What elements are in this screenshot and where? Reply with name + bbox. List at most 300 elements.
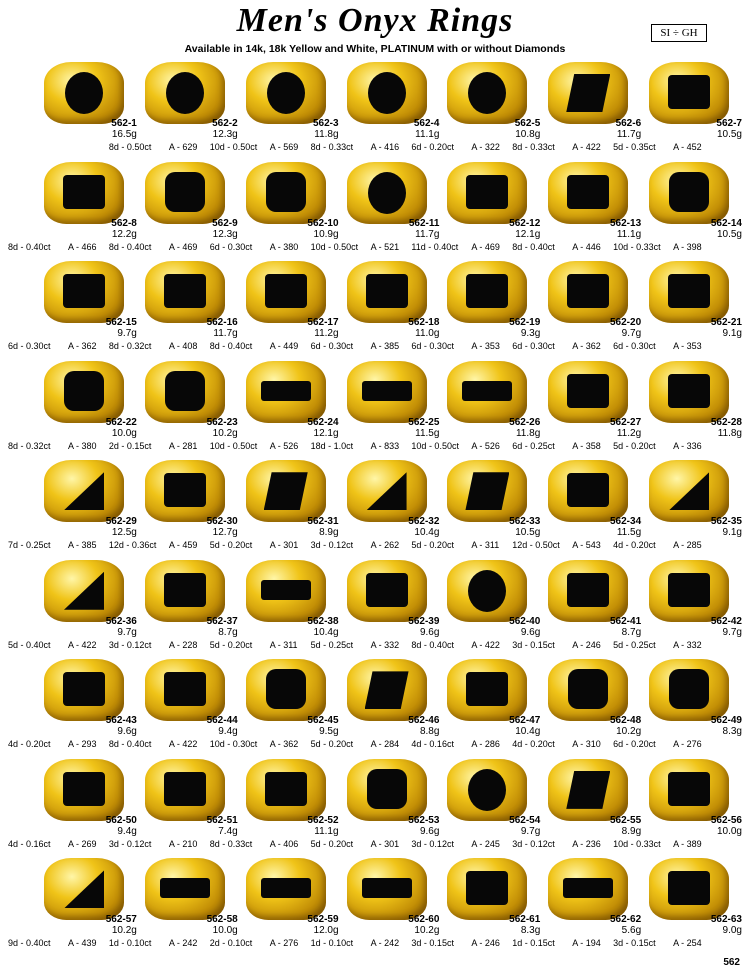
ring-diamonds: 3d - 0.15ct	[613, 938, 656, 949]
onyx-stone	[368, 72, 406, 114]
ring-diamonds: 2d - 0.10ct	[209, 938, 253, 949]
ring-image	[145, 560, 225, 622]
ring-price: A - 569	[269, 142, 299, 152]
ring-weight: 11.0g	[415, 328, 440, 340]
ring-image	[145, 261, 225, 323]
ring-price: A - 416	[370, 142, 400, 152]
ring-code: 562-44	[206, 715, 238, 727]
ring-image	[649, 659, 729, 721]
ring-image	[145, 460, 225, 522]
ring-weight: 12.0g	[313, 925, 339, 937]
ring-weight: 9.3g	[520, 328, 541, 340]
onyx-stone	[466, 175, 508, 209]
ring-weight: 9.4g	[117, 825, 137, 837]
onyx-stone	[567, 274, 609, 308]
ring-diamonds: 7d - 0.25ct	[8, 540, 51, 551]
onyx-stone	[366, 573, 408, 607]
onyx-stone	[468, 769, 506, 811]
ring-weight: 11.2g	[314, 328, 339, 340]
ring-diamonds: 10d - 0.50ct	[310, 241, 359, 252]
onyx-stone	[668, 871, 710, 905]
onyx-stone	[669, 669, 709, 709]
ring-diamonds: 6d - 0.30ct	[8, 341, 51, 352]
onyx-stone	[466, 871, 508, 905]
ring-code: 562-56	[710, 814, 742, 826]
onyx-stone	[368, 172, 406, 214]
ring-code: 562-8	[111, 217, 137, 229]
ring-diamonds: 5d - 0.20ct	[209, 639, 253, 650]
ring-price: A - 452	[673, 142, 702, 152]
ring-weight: 8.3g	[722, 726, 742, 738]
ring-image	[548, 261, 628, 323]
onyx-stone	[165, 172, 205, 212]
onyx-stone	[668, 75, 710, 109]
ring-price: A - 353	[471, 341, 500, 352]
ring-diamonds: 8d - 0.32ct	[8, 440, 51, 451]
onyx-stone	[563, 878, 613, 898]
onyx-stone	[267, 72, 305, 114]
ring-price: A - 833	[370, 440, 400, 451]
ring-image	[347, 659, 427, 721]
ring-image	[246, 858, 326, 920]
onyx-stone	[63, 274, 105, 308]
ring-diamonds: 6d - 0.30ct	[209, 241, 253, 252]
onyx-stone	[164, 573, 206, 607]
ring-code: 562-30	[206, 516, 238, 528]
ring-weight: 8.7g	[621, 626, 642, 638]
ring-weight: 11.1g	[415, 129, 440, 140]
ring-weight: 9.4g	[218, 726, 238, 738]
ring-code: 562-14	[710, 217, 742, 229]
onyx-stone	[365, 671, 409, 709]
ring-diamonds: 6d - 0.30ct	[512, 341, 555, 352]
ring-diamonds: 11d - 0.40ct	[411, 241, 459, 252]
ring-weight: 10.4g	[313, 626, 339, 638]
ring-code: 562-51	[206, 814, 238, 826]
ring-weight: 11.7g	[415, 228, 440, 240]
ring-weight: 11.2g	[616, 427, 642, 439]
ring-diamonds: 10d - 0.33ct	[613, 838, 661, 849]
ring-code: 562-12	[509, 217, 541, 229]
ring-weight: 11.8g	[515, 427, 541, 439]
ring-diamonds: 5d - 0.20ct	[310, 739, 354, 750]
ring-image	[649, 759, 729, 821]
ring-image	[347, 858, 427, 920]
ring-code: 562-52	[307, 814, 339, 826]
ring-code: 562-42	[710, 615, 742, 627]
onyx-stone	[568, 669, 608, 709]
onyx-stone	[668, 274, 710, 308]
ring-weight: 11.8g	[717, 427, 742, 439]
onyx-stone	[164, 274, 206, 308]
ring-price: A - 332	[673, 639, 702, 650]
ring-price: A - 380	[68, 440, 97, 451]
onyx-stone	[63, 772, 105, 806]
ring-image	[447, 560, 527, 622]
ring-diamonds: 8d - 0.32ct	[108, 341, 152, 352]
ring-price: A - 285	[673, 540, 702, 551]
ring-price: A - 389	[673, 838, 702, 849]
ring-image	[246, 759, 326, 821]
ring-weight: 9.6g	[117, 726, 137, 738]
ring-code: 562-16	[206, 317, 238, 329]
ring-image	[347, 162, 427, 224]
ring-price: A - 228	[168, 639, 198, 650]
ring-code: 562-58	[206, 914, 238, 926]
ring-weight: 10.0g	[716, 825, 742, 837]
onyx-stone	[466, 274, 508, 308]
onyx-stone	[668, 772, 710, 806]
onyx-stone	[164, 772, 206, 806]
ring-code: 562-10	[307, 217, 339, 229]
ring-code: 562-15	[105, 317, 137, 329]
ring-code: 562-19	[509, 317, 541, 329]
ring-diamonds: 6d - 0.30ct	[613, 341, 656, 352]
ring-weight: 10.5g	[515, 527, 541, 539]
ring-price: A - 459	[168, 540, 198, 551]
onyx-stone	[65, 72, 103, 114]
ring-diamonds: 8d - 0.40ct	[108, 739, 152, 750]
ring-price: A - 422	[168, 739, 198, 750]
ring-image	[145, 162, 225, 224]
ring-code: 562-46	[408, 715, 440, 727]
ring-code: 562-11	[408, 217, 440, 229]
ring-code: 562-48	[610, 715, 642, 727]
ring-image	[447, 460, 527, 522]
ring-weight: 12.7g	[212, 527, 238, 539]
ring-image	[548, 659, 628, 721]
ring-price: A - 242	[168, 938, 198, 949]
ring-image	[548, 460, 628, 522]
ring-image	[246, 460, 326, 522]
ring-diamonds: 5d - 0.20ct	[209, 540, 253, 551]
ring-image	[649, 162, 729, 224]
ring-code: 562-60	[408, 914, 440, 926]
ring-code: 562-54	[509, 814, 541, 826]
onyx-stone	[566, 771, 610, 809]
ring-image	[447, 62, 527, 124]
ring-price: A - 310	[572, 739, 601, 750]
ring-weight: 10.2g	[616, 726, 642, 738]
ring-diamonds: 6d - 0.20ct	[411, 142, 454, 152]
ring-code: 562-37	[206, 615, 238, 627]
ring-price: A - 276	[673, 739, 702, 750]
ring-image	[347, 560, 427, 622]
ring-weight: 12.1g	[515, 228, 541, 240]
onyx-stone	[367, 769, 407, 809]
onyx-stone	[466, 672, 508, 706]
onyx-stone	[567, 374, 609, 408]
ring-code: 562-7	[716, 118, 742, 129]
ring-price: A - 408	[168, 341, 198, 352]
ring-code: 562-62	[610, 914, 642, 926]
ring-code: 562-3	[312, 118, 339, 129]
ring-price: A - 194	[572, 938, 601, 949]
ring-code: 562-43	[105, 715, 137, 727]
ring-image	[44, 460, 124, 522]
ring-weight: 9.7g	[621, 328, 642, 340]
ring-weight: 10.4g	[515, 726, 541, 738]
ring-weight: 10.2g	[414, 925, 440, 937]
ring-image	[44, 162, 124, 224]
onyx-stone	[567, 175, 609, 209]
ring-image	[44, 261, 124, 323]
onyx-stone	[668, 573, 710, 607]
ring-code: 562-5	[514, 118, 541, 129]
ring-code: 562-21	[710, 317, 742, 329]
ring-weight: 11.8g	[314, 129, 339, 140]
onyx-stone	[64, 371, 104, 411]
ring-code: 562-39	[408, 615, 440, 627]
ring-image	[447, 858, 527, 920]
ring-diamonds: 6d - 0.30ct	[310, 341, 354, 352]
ring-diamonds: 10d - 0.50ct	[411, 440, 459, 451]
onyx-stone	[465, 472, 509, 510]
ring-price: A - 311	[471, 540, 500, 551]
ring-image	[145, 659, 225, 721]
ring-price: A - 293	[68, 739, 97, 750]
ring-image	[246, 361, 326, 423]
ring-price: A - 362	[68, 341, 97, 352]
ring-price: A - 385	[68, 540, 97, 551]
ring-weight: 11.1g	[616, 228, 642, 240]
ring-code: 562-1	[111, 118, 137, 129]
ring-image	[246, 162, 326, 224]
ring-image	[145, 62, 225, 124]
ring-weight: 11.5g	[415, 427, 440, 439]
ring-code: 562-31	[307, 516, 339, 528]
ring-weight: 12.5g	[111, 527, 137, 539]
ring-code: 562-49	[710, 715, 742, 727]
ring-weight: 10.2g	[212, 427, 238, 439]
ring-diamonds: 6d - 0.20ct	[613, 739, 656, 750]
ring-diamonds: 5d - 0.25ct	[613, 639, 656, 650]
ring-code: 562-17	[307, 317, 339, 329]
ring-price: A - 422	[471, 639, 500, 650]
ring-weight: 12.1g	[313, 427, 339, 439]
ring-diamonds: 8d - 0.40ct	[8, 241, 51, 252]
ring-diamonds: 12d - 0.36ct	[108, 540, 157, 551]
ring-image	[447, 759, 527, 821]
ring-weight: 9.5g	[319, 726, 339, 738]
ring-image	[347, 62, 427, 124]
ring-diamonds: 3d - 0.12ct	[512, 838, 555, 849]
ring-diamonds: 8d - 0.33ct	[310, 142, 354, 152]
ring-code: 562-57	[105, 914, 137, 926]
ring-weight: 10.9g	[313, 228, 339, 240]
ring-diamonds: 10d - 0.30ct	[209, 739, 258, 750]
ring-price: A - 276	[269, 938, 299, 949]
ring-code: 562-26	[509, 416, 541, 428]
ring-code: 562-29	[105, 516, 137, 528]
ring-code: 562-28	[710, 416, 742, 428]
ring-weight: 10.0g	[212, 925, 238, 937]
ring-weight: 8.9g	[319, 527, 339, 539]
ring-image	[145, 759, 225, 821]
ring-diamonds: 3d - 0.15ct	[411, 938, 454, 949]
ring-price: A - 286	[471, 739, 500, 750]
ring-price: A - 362	[269, 739, 299, 750]
ring-diamonds: 18d - 1.0ct	[310, 440, 354, 451]
ring-weight: 9.1g	[722, 527, 742, 539]
onyx-stone	[265, 274, 307, 308]
ring-diamonds: 6d - 0.30ct	[411, 341, 454, 352]
ring-diamonds: 5d - 0.40ct	[8, 639, 51, 650]
ring-weight: 9.1g	[722, 328, 742, 340]
ring-code: 562-61	[509, 914, 541, 926]
ring-code: 562-18	[408, 317, 440, 329]
ring-weight: 9.7g	[117, 626, 137, 638]
ring-code: 562-33	[509, 516, 541, 528]
ring-price: A - 521	[370, 241, 400, 252]
onyx-stone	[567, 473, 609, 507]
ring-code: 562-38	[307, 615, 339, 627]
ring-code: 562-13	[610, 217, 642, 229]
ring-weight: 9.6g	[419, 825, 440, 837]
onyx-stone	[468, 570, 506, 612]
ring-weight: 11.5g	[616, 527, 642, 539]
ring-price: A - 449	[269, 341, 299, 352]
ring-diamonds: 10d - 0.50ct	[209, 142, 258, 152]
onyx-stone	[164, 473, 206, 507]
ring-price: A - 543	[572, 540, 601, 551]
onyx-stone	[64, 870, 104, 908]
ring-price: A - 236	[572, 838, 601, 849]
ring-diamonds: 5d - 0.25ct	[310, 639, 354, 650]
ring-image	[347, 759, 427, 821]
ring-code: 562-20	[610, 317, 642, 329]
ring-diamonds: 5d - 0.20ct	[310, 838, 354, 849]
ring-image	[548, 560, 628, 622]
ring-code: 562-6	[615, 118, 642, 129]
ring-price: A - 526	[269, 440, 299, 451]
onyx-stone	[362, 381, 412, 401]
ring-price: A - 446	[572, 241, 601, 252]
ring-price: A - 284	[370, 739, 400, 750]
onyx-stone	[64, 472, 104, 510]
ring-price: A - 406	[269, 838, 299, 849]
ring-price: A - 336	[673, 440, 702, 451]
ring-diamonds: 8d - 0.40ct	[209, 341, 253, 352]
ring-weight: 12.3g	[212, 129, 238, 140]
ring-diamonds: 3d - 0.12ct	[411, 838, 454, 849]
ring-code: 562-34	[610, 516, 642, 528]
ring-diamonds: 3d - 0.15ct	[512, 639, 555, 650]
ring-image	[347, 261, 427, 323]
ring-image	[44, 858, 124, 920]
ring-weight: 10.2g	[111, 925, 137, 937]
ring-code: 562-35	[710, 516, 742, 528]
ring-code: 562-27	[610, 416, 642, 428]
ring-price: A - 629	[168, 142, 198, 152]
ring-code: 562-2	[212, 118, 238, 129]
onyx-stone	[160, 878, 210, 898]
ring-image	[447, 361, 527, 423]
page-number: 562	[723, 957, 740, 968]
ring-weight: 10.5g	[716, 129, 742, 140]
onyx-stone	[166, 72, 204, 114]
onyx-stone	[265, 772, 307, 806]
ring-price: A - 469	[471, 241, 500, 252]
ring-weight: 10.5g	[716, 228, 742, 240]
onyx-stone	[63, 672, 105, 706]
ring-image	[44, 759, 124, 821]
ring-image	[246, 62, 326, 124]
ring-code: 562-32	[408, 516, 440, 528]
ring-price: A - 380	[269, 241, 299, 252]
onyx-stone	[64, 572, 104, 610]
ring-price: A - 422	[572, 142, 601, 152]
ring-diamonds: 8d - 0.40ct	[411, 639, 454, 650]
ring-weight: 10.0g	[111, 427, 137, 439]
ring-code: 562-36	[105, 615, 137, 627]
ring-image	[145, 361, 225, 423]
ring-price: A - 353	[673, 341, 702, 352]
ring-code: 562-45	[307, 715, 339, 727]
ring-image	[649, 560, 729, 622]
ring-weight: 9.7g	[520, 825, 541, 837]
ring-diamonds: 4d - 0.20ct	[512, 739, 555, 750]
ring-price: A - 311	[269, 639, 298, 650]
ring-price: A - 469	[168, 241, 198, 252]
onyx-stone	[261, 580, 311, 600]
ring-price: A - 466	[68, 241, 97, 252]
ring-price: A - 526	[471, 440, 500, 451]
ring-price: A - 422	[68, 639, 97, 650]
onyx-stone	[468, 72, 506, 114]
ring-code: 562-40	[509, 615, 541, 627]
ring-diamonds: 5d - 0.20ct	[613, 440, 656, 451]
ring-price: A - 398	[673, 241, 702, 252]
ring-image	[649, 261, 729, 323]
ring-weight: 12.3g	[212, 228, 238, 240]
ring-price: A - 301	[269, 540, 299, 551]
ring-diamonds: 6d - 0.25ct	[512, 440, 555, 451]
ring-weight: 8.9g	[621, 825, 642, 837]
ring-weight: 8.3g	[520, 925, 541, 937]
ring-weight: 11.7g	[616, 129, 642, 140]
ring-diamonds: 8d - 0.33ct	[512, 142, 555, 152]
onyx-stone	[362, 878, 412, 898]
ring-diamonds: 8d - 0.33ct	[209, 838, 253, 849]
onyx-stone	[566, 74, 610, 112]
ring-price: A - 210	[168, 838, 198, 849]
ring-price: A - 439	[68, 938, 97, 949]
ring-diamonds: 1d - 0.10ct	[310, 938, 354, 949]
onyx-stone	[165, 371, 205, 411]
ring-diamonds: 3d - 0.12ct	[310, 540, 354, 551]
ring-weight: 9.6g	[419, 626, 440, 638]
ring-diamonds: 1d - 0.15ct	[512, 938, 555, 949]
ring-price: A - 254	[673, 938, 702, 949]
ring-diamonds: 3d - 0.12ct	[108, 838, 152, 849]
ring-weight: 10.8g	[515, 129, 541, 140]
ring-image	[44, 361, 124, 423]
ring-code: 562-47	[509, 715, 541, 727]
ring-image	[548, 759, 628, 821]
ring-diamonds: 12d - 0.50ct	[512, 540, 560, 551]
ring-weight: 9.6g	[520, 626, 541, 638]
onyx-stone	[669, 172, 709, 212]
ring-image	[447, 261, 527, 323]
ring-diamonds: 9d - 0.40ct	[8, 938, 51, 949]
ring-weight: 12.2g	[111, 228, 137, 240]
ring-image	[548, 62, 628, 124]
ring-diamonds: 8d - 0.40ct	[108, 241, 152, 252]
ring-image	[347, 460, 427, 522]
ring-image	[447, 659, 527, 721]
ring-price: A - 246	[572, 639, 601, 650]
